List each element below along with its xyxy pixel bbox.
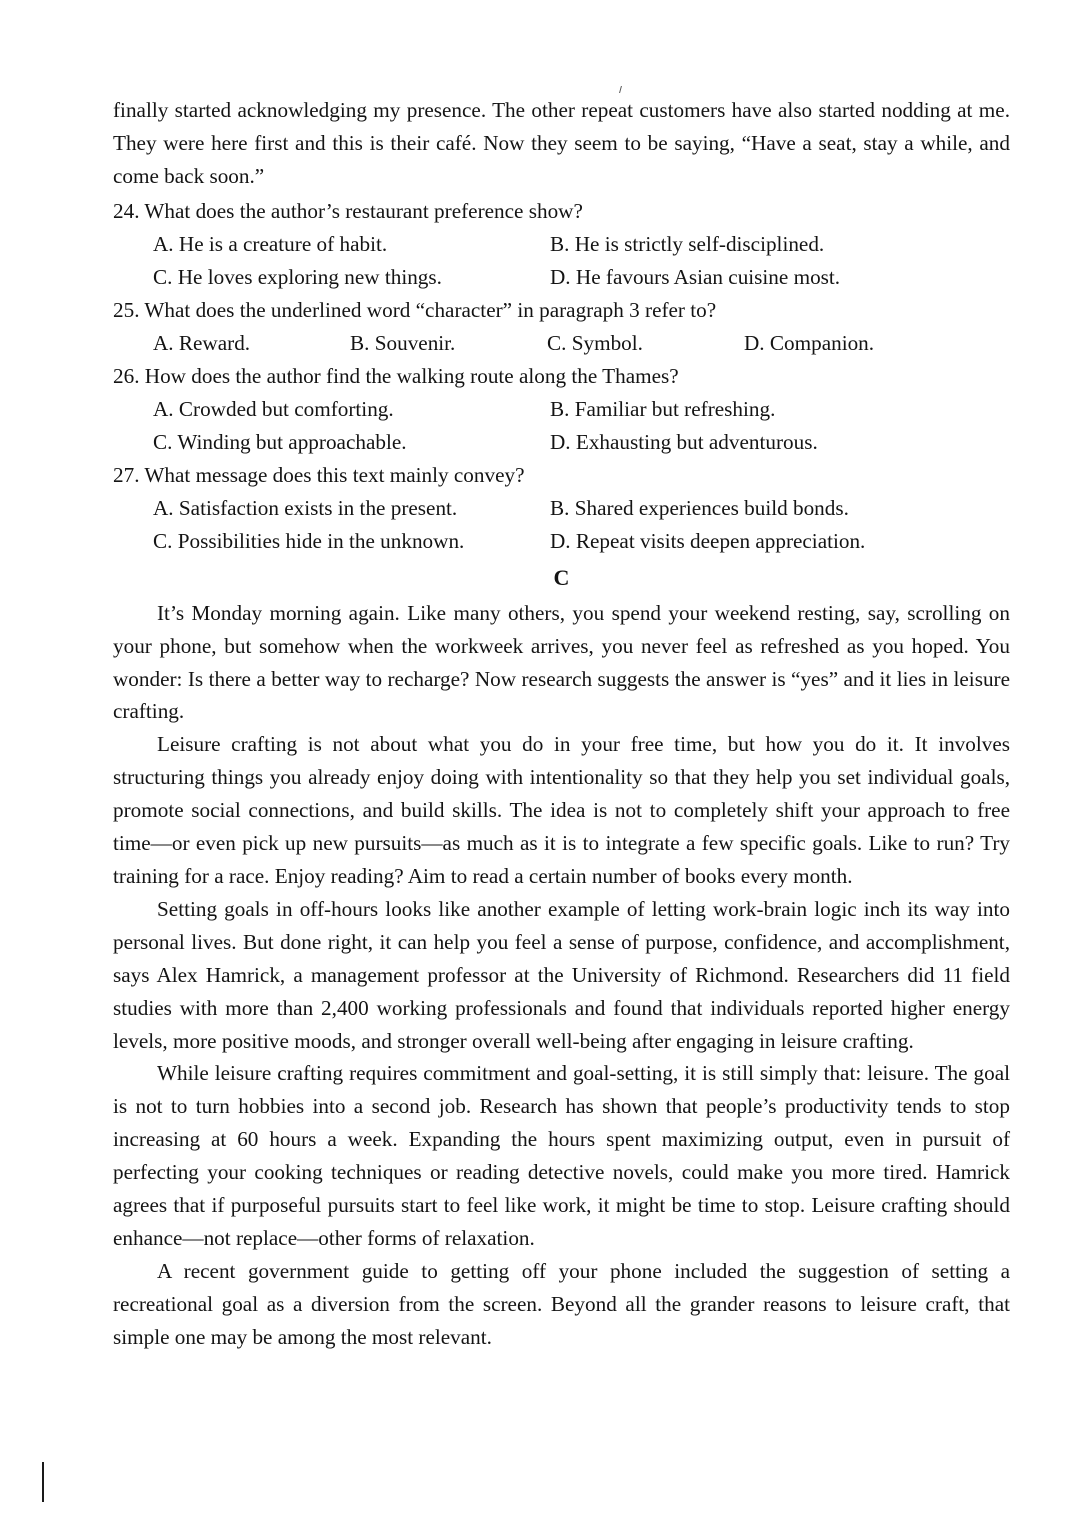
option-a: A. He is a creature of habit. (153, 231, 388, 256)
option-d: D. Exhausting but adventurous. (550, 429, 818, 454)
pen-mark (619, 86, 622, 93)
options-row (113, 426, 1010, 459)
options-row (113, 327, 1010, 360)
passage-c-paragraph-2: Leisure crafting is not about what you do in your free time, but how you do it. It involves structuring things you already enjoy doing with intentionality so that they help you set individual goals, promote social connections, and build skills. The idea is not to completely shift your approach to free time—or even pick up new pursuits—as much as it is to integrate a few specific goals. Like to run? Try training for a race. Enjoy reading? Aim to read a certain number of books every month. (113, 732, 1010, 888)
question-stem: 27. What message does this text mainly convey? (113, 462, 525, 487)
option-c: C. Symbol. (547, 330, 643, 355)
question-27 (113, 459, 1010, 558)
exam-page (113, 94, 1010, 1354)
question-24 (113, 195, 1010, 294)
option-c: C. Winding but approachable. (153, 429, 407, 454)
option-a: A. Reward. (153, 330, 251, 355)
option-b: B. Shared experiences build bonds. (550, 495, 849, 520)
option-c: C. Possibilities hide in the unknown. (153, 528, 465, 553)
option-a: A. Crowded but comforting. (153, 396, 394, 421)
option-b: B. Familiar but refreshing. (550, 396, 776, 421)
option-d: D. He favours Asian cuisine most. (550, 264, 841, 289)
section-heading: C (553, 564, 570, 590)
passage-c-paragraph-1: It’s Monday morning again. Like many others, you spend your weekend resting, say, scrolling on your phone, but somehow when the workweek arrives, you never feel as refreshed as you hoped. You wonder: Is there a better way to recharge? Now research suggests the answer is “yes” and it lies in leisure crafting. (113, 600, 1010, 724)
option-d: D. Companion. (744, 330, 875, 355)
question-25 (113, 294, 1010, 360)
question-stem: 24. What does the author’s restaurant preference show? (113, 198, 583, 223)
options-row (113, 492, 1010, 525)
options-row (113, 525, 1010, 558)
options-row (113, 261, 1010, 294)
passage-c-paragraph-4: While leisure crafting requires commitment and goal-setting, it is still simply that: leisure. The goal is not to turn hobbies into a second job. Research has shown that people’s productivity tends to stop increasing at 60 hours a week. Expanding the hours spent maximizing output, even in pursuit of perfecting your cooking techniques or reading detective novels, could make you more tired. Hamrick agrees that if purposeful pursuits start to feel like work, it might be time to stop. Leisure crafting should enhance—not replace—other forms of relaxation. (113, 1061, 1010, 1250)
option-b: B. Souvenir. (350, 330, 456, 355)
passage-c-paragraph-3: Setting goals in off-hours looks like another example of letting work-brain logic inch its way into personal lives. But done right, it can help you feel a sense of purpose, confidence, and accomplishment, says Alex Hamrick, a management professor at the University of Richmond. Researchers did 11 field studies with more than 2,400 working professionals and found that individuals reported higher energy levels, more positive moods, and stronger overall well-being after engaging in leisure crafting. (113, 896, 1010, 1053)
margin-binding-line (42, 1462, 44, 1502)
option-a: A. Satisfaction exists in the present. (153, 495, 458, 520)
passage-c-paragraph-5: A recent government guide to getting off your phone included the suggestion of setting a recreational goal as a diversion from the screen. Beyond all the grander reasons to leisure craft, that simple one may be among the most relevant. (113, 1258, 1010, 1349)
option-c: C. He loves exploring new things. (153, 264, 442, 289)
question-26 (113, 360, 1010, 459)
options-row (113, 228, 1010, 261)
option-d: D. Repeat visits deepen appreciation. (550, 528, 866, 553)
options-row (113, 393, 1010, 426)
question-stem: 26. How does the author find the walking route along the Thames? (113, 363, 679, 388)
passage-b-ending: finally started acknowledging my presence. The other repeat customers have also started nodding at me. They were here first and this is their café. Now they seem to be saying, “Have a seat, stay a while, and come back soon.” (113, 98, 1010, 188)
option-b: B. He is strictly self-disciplined. (550, 231, 825, 256)
question-stem: 25. What does the underlined word “character” in paragraph 3 refer to? (113, 297, 717, 322)
